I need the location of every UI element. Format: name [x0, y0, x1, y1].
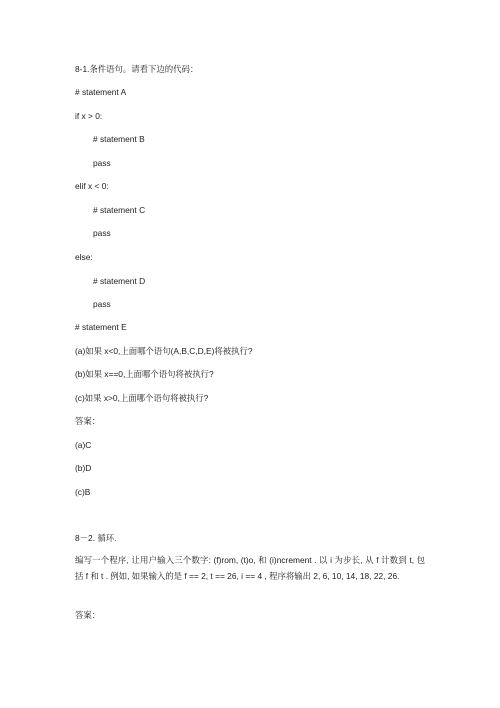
code-line: # statement C — [93, 205, 146, 215]
question-a: (a)如果 x<0,上面哪个语句(A,B,C,D,E)将被执行? — [75, 346, 253, 356]
answer-label: 答案： — [75, 416, 101, 426]
code-line: elif x < 0: — [75, 181, 109, 191]
code-line: # statement A — [75, 87, 127, 97]
code-line: pass — [93, 299, 111, 309]
code-line: else: — [75, 252, 93, 262]
code-line: # statement E — [75, 322, 127, 332]
answer-a: (a)C — [75, 440, 92, 450]
code-line: pass — [93, 228, 111, 238]
question-c: (c)如果 x>0,上面哪个语句将被执行? — [75, 393, 209, 403]
code-line: # statement D — [93, 276, 146, 286]
section1-heading: 8-1.条件语句。请看下边的代码： — [75, 64, 199, 74]
section2-answer-label: 答案： — [75, 610, 101, 620]
answer-c: (c)B — [75, 487, 91, 497]
answer-b: (b)D — [75, 463, 92, 473]
code-line: if x > 0: — [75, 111, 103, 121]
code-line: # statement B — [93, 134, 145, 144]
code-line: pass — [93, 158, 111, 168]
section2-paragraph: 编写一个程序, 让用户输入三个数字: (f)rom, (t)o, 和 (i)ncrement . 以 i 为步长, 从 f 计数到 t, 包括 f 和 t . 例如, 如果输入的是 f == 2, t == 26, i == 4 , 程序将输出 2, 6, 10, 14, 18, 22, 26. — [75, 555, 425, 581]
section2-heading: 8－2. 循环. — [75, 533, 117, 543]
question-b: (b)如果 x==0,上面哪个语句将被执行? — [75, 369, 214, 379]
